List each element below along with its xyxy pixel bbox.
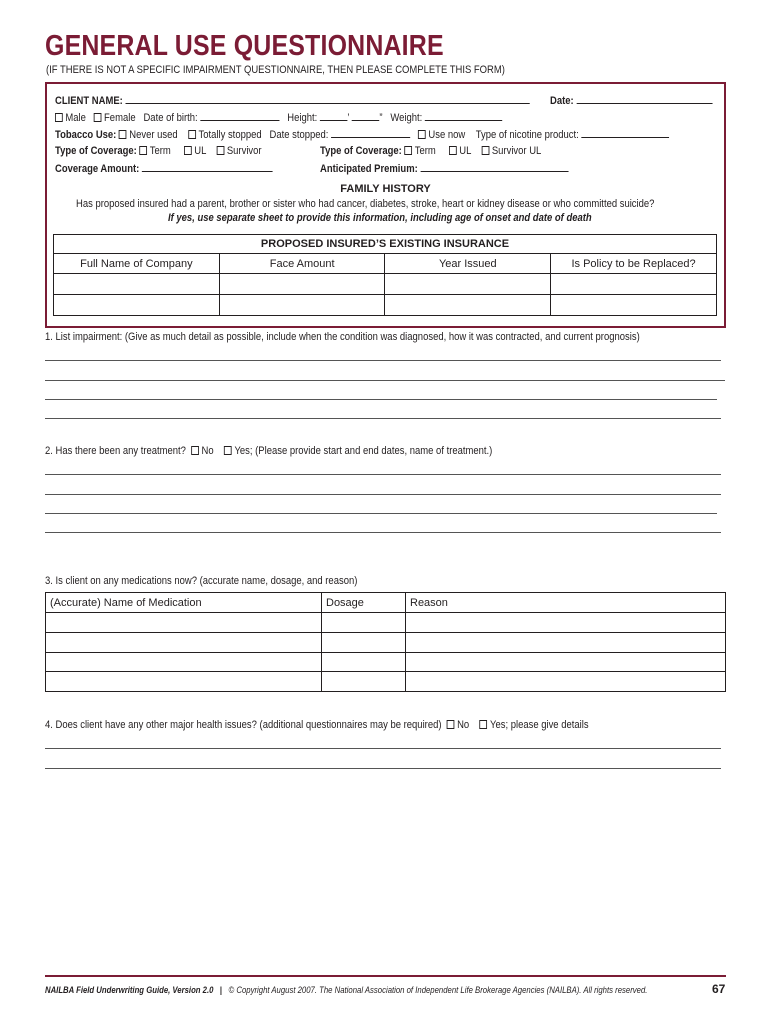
table-row bbox=[54, 274, 717, 295]
date-row bbox=[550, 94, 712, 107]
coverage-type-label-2: Type of Coverage: bbox=[320, 145, 402, 157]
personal-row bbox=[55, 111, 502, 124]
existing-insurance-title: PROPOSED INSURED’S EXISTING INSURANCE bbox=[54, 235, 717, 254]
q4-yes-checkbox[interactable] bbox=[480, 720, 488, 729]
q4-answer-line[interactable] bbox=[45, 768, 721, 769]
table-row bbox=[46, 633, 726, 653]
table-cell[interactable] bbox=[322, 633, 406, 653]
table-cell[interactable] bbox=[219, 295, 385, 316]
dob-field[interactable] bbox=[200, 111, 279, 121]
height-feet-field[interactable] bbox=[320, 111, 348, 121]
table-cell[interactable] bbox=[551, 274, 717, 295]
nicotine-label: Type of nicotine product: bbox=[475, 129, 579, 141]
table-cell[interactable] bbox=[46, 613, 322, 633]
table-cell[interactable] bbox=[406, 653, 726, 672]
col-year-issued: Year Issued bbox=[385, 254, 551, 274]
table-row bbox=[54, 295, 717, 316]
table-cell[interactable] bbox=[322, 653, 406, 672]
weight-label: Weight: bbox=[390, 112, 423, 124]
q2-text: 2. Has there been any treatment? bbox=[45, 445, 186, 457]
coverage-type-row-2 bbox=[320, 145, 541, 157]
date-field[interactable] bbox=[576, 94, 712, 104]
premium-row bbox=[320, 162, 568, 175]
coverage-amount-label: Coverage Amount: bbox=[55, 163, 140, 175]
col-company: Full Name of Company bbox=[54, 254, 220, 274]
table-header-row bbox=[54, 254, 717, 274]
table-cell[interactable] bbox=[406, 633, 726, 653]
family-history-question: Has proposed insured had a parent, brother or sister who had cancer, diabetes, stroke, heart or kidney disease or who committed suicide? bbox=[76, 198, 655, 210]
footer-rule bbox=[45, 975, 726, 977]
ul-label: UL bbox=[194, 145, 207, 157]
footer-guide: NAILBA Field Underwriting Guide, Version 2.0 bbox=[45, 985, 214, 995]
height-inches-field[interactable] bbox=[352, 111, 380, 121]
inches-mark: ” bbox=[379, 112, 383, 124]
q2-answer-line[interactable] bbox=[45, 513, 717, 514]
date-stopped-field[interactable] bbox=[331, 128, 410, 138]
q1-answer-line[interactable] bbox=[45, 399, 717, 400]
client-name-label: CLIENT NAME: bbox=[55, 95, 123, 107]
existing-insurance-table bbox=[53, 234, 717, 316]
table-cell[interactable] bbox=[406, 613, 726, 633]
q4-text: 4. Does client have any other major health issues? (additional questionnaires may be required) bbox=[45, 719, 442, 731]
ul-label-2: UL bbox=[459, 145, 472, 157]
client-name-row bbox=[55, 94, 530, 107]
female-label: Female bbox=[104, 112, 136, 124]
use-now-checkbox[interactable] bbox=[418, 130, 426, 139]
col-reason: Reason bbox=[406, 593, 726, 613]
survivor-checkbox[interactable] bbox=[217, 146, 225, 155]
nicotine-field[interactable] bbox=[581, 128, 669, 138]
coverage-type-label: Type of Coverage: bbox=[55, 145, 137, 157]
coverage-amount-row bbox=[55, 162, 273, 175]
q4-no-checkbox[interactable] bbox=[447, 720, 455, 729]
table-cell[interactable] bbox=[385, 274, 551, 295]
col-face-amount: Face Amount bbox=[219, 254, 385, 274]
q2-no-label: No bbox=[201, 445, 214, 457]
q1-answer-line[interactable] bbox=[45, 380, 725, 381]
survivor-ul-label: Survivor UL bbox=[491, 145, 542, 157]
table-cell[interactable] bbox=[46, 653, 322, 672]
table-row bbox=[46, 613, 726, 633]
q4-row bbox=[45, 719, 589, 731]
coverage-amount-field[interactable] bbox=[142, 162, 273, 172]
table-cell[interactable] bbox=[551, 295, 717, 316]
survivor-ul-checkbox[interactable] bbox=[482, 146, 490, 155]
table-cell[interactable] bbox=[322, 613, 406, 633]
ul-checkbox[interactable] bbox=[184, 146, 192, 155]
q1-answer-line[interactable] bbox=[45, 360, 721, 361]
table-row bbox=[46, 672, 726, 692]
q1-text: 1. List impairment: (Give as much detail as possible, include when the condition was diagnosed, how it was contracted, and current prognosis) bbox=[45, 331, 640, 343]
q2-answer-line[interactable] bbox=[45, 532, 721, 533]
medication-table bbox=[45, 592, 726, 692]
ul-checkbox-2[interactable] bbox=[449, 146, 457, 155]
table-cell[interactable] bbox=[54, 295, 220, 316]
col-medication-name: (Accurate) Name of Medication bbox=[46, 593, 322, 613]
q4-answer-line[interactable] bbox=[45, 748, 721, 749]
page-title: GENERAL USE QUESTIONNAIRE bbox=[45, 30, 444, 62]
q1-answer-line[interactable] bbox=[45, 418, 721, 419]
term-checkbox[interactable] bbox=[139, 146, 147, 155]
tobacco-label: Tobacco Use: bbox=[55, 129, 117, 141]
medication-header-row bbox=[46, 593, 726, 613]
totally-stopped-label: Totally stopped bbox=[198, 129, 262, 141]
date-label: Date: bbox=[550, 95, 574, 107]
col-dosage: Dosage bbox=[322, 593, 406, 613]
weight-field[interactable] bbox=[425, 111, 502, 121]
q4-no-label: No bbox=[457, 719, 470, 731]
table-cell[interactable] bbox=[406, 672, 726, 692]
male-label: Male bbox=[65, 112, 86, 124]
client-name-field[interactable] bbox=[125, 94, 529, 104]
table-cell[interactable] bbox=[322, 672, 406, 692]
survivor-label: Survivor bbox=[226, 145, 262, 157]
feet-mark: ’ bbox=[347, 112, 350, 124]
q2-yes-checkbox[interactable] bbox=[224, 446, 232, 455]
use-now-label: Use now bbox=[428, 129, 466, 141]
family-history-note: If yes, use separate sheet to provide this information, including age of onset and date of death bbox=[168, 212, 592, 224]
q2-row bbox=[45, 445, 492, 457]
term-label: Term bbox=[149, 145, 171, 157]
footer bbox=[45, 985, 647, 995]
male-checkbox[interactable] bbox=[55, 113, 63, 122]
table-cell[interactable] bbox=[54, 274, 220, 295]
table-row bbox=[46, 653, 726, 672]
female-checkbox[interactable] bbox=[94, 113, 102, 122]
page-subtitle: (IF THERE IS NOT A SPECIFIC IMPAIRMENT QUESTIONNAIRE, THEN PLEASE COMPLETE THIS FORM) bbox=[46, 64, 505, 76]
totally-stopped-checkbox[interactable] bbox=[188, 130, 196, 139]
q3-text: 3. Is client on any medications now? (accurate name, dosage, and reason) bbox=[45, 575, 358, 587]
q2-no-checkbox[interactable] bbox=[191, 446, 199, 455]
footer-separator: | bbox=[219, 985, 223, 995]
q2-answer-line[interactable] bbox=[45, 474, 721, 475]
term-label-2: Term bbox=[414, 145, 436, 157]
page-number: 67 bbox=[712, 982, 726, 996]
footer-copyright: © Copyright August 2007. The National Association of Independent Life Brokerage Agencies (NAILBA). All rights reserved. bbox=[228, 985, 648, 995]
term-checkbox-2[interactable] bbox=[404, 146, 412, 155]
q2-yes-label: Yes; (Please provide start and end dates, name of treatment.) bbox=[234, 445, 493, 457]
height-label: Height: bbox=[287, 112, 318, 124]
dob-label: Date of birth: bbox=[143, 112, 198, 124]
coverage-type-row bbox=[55, 145, 262, 157]
col-replaced: Is Policy to be Replaced? bbox=[551, 254, 717, 274]
premium-field[interactable] bbox=[420, 162, 568, 172]
date-stopped-label: Date stopped: bbox=[269, 129, 329, 141]
table-cell[interactable] bbox=[46, 633, 322, 653]
family-history-heading: FAMILY HISTORY bbox=[340, 183, 431, 195]
table-cell[interactable] bbox=[385, 295, 551, 316]
premium-label: Anticipated Premium: bbox=[320, 163, 418, 175]
never-used-checkbox[interactable] bbox=[119, 130, 127, 139]
table-cell[interactable] bbox=[219, 274, 385, 295]
q4-yes-label: Yes; please give details bbox=[490, 719, 589, 731]
tobacco-row bbox=[55, 128, 669, 141]
table-cell[interactable] bbox=[46, 672, 322, 692]
q2-answer-line[interactable] bbox=[45, 494, 721, 495]
never-used-label: Never used bbox=[129, 129, 178, 141]
